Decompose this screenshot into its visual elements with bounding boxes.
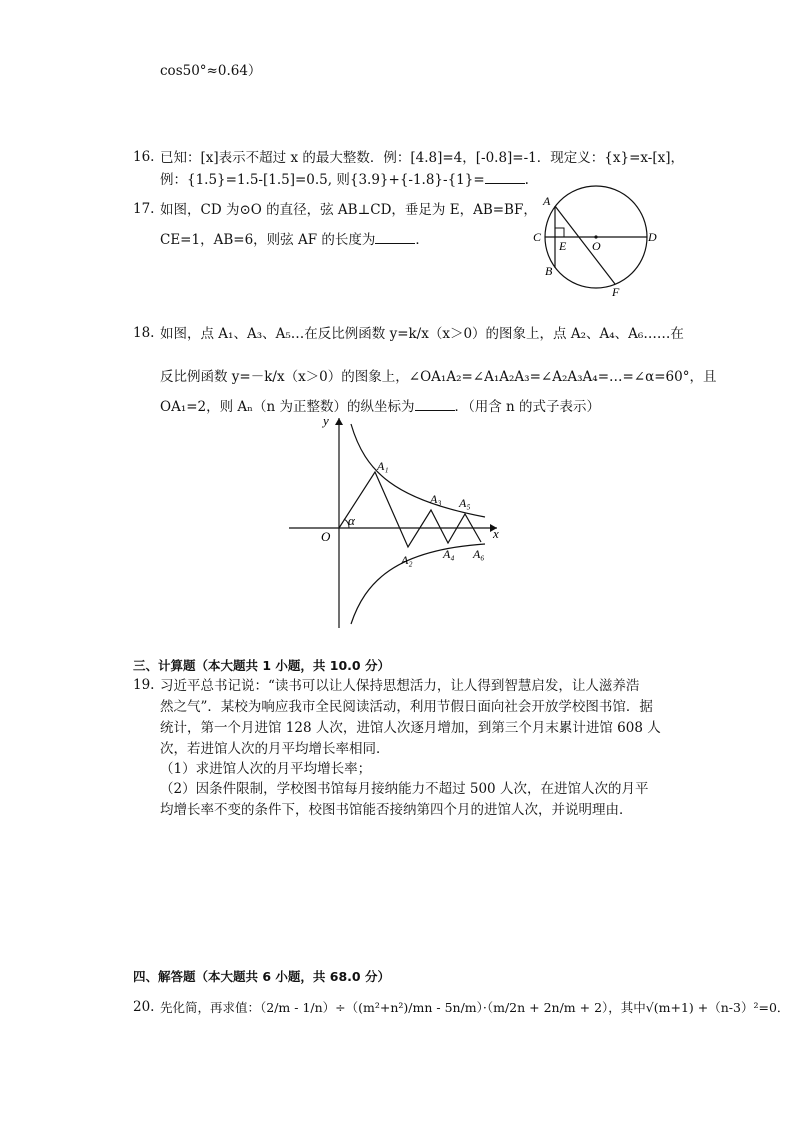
label-y: y bbox=[323, 413, 329, 428]
answer-blank[interactable] bbox=[415, 398, 455, 411]
label-a: A bbox=[543, 194, 551, 208]
label-a1: A₁ bbox=[377, 459, 389, 473]
question-18-line-1: 如图，点 A₁、A₃、A₅…在反比例函数 y=k/x（x＞0）的图象上，点 A₂、A₄、A₆……在 bbox=[160, 326, 684, 342]
question-19-line-1: 习近平总书记说：“读书可以让人保持思想活力，让人得到智慧启发，让人滋养浩 bbox=[160, 678, 640, 694]
question-16-end: . bbox=[524, 172, 529, 188]
question-18-line-2: 反比例函数 y=－k/x（x＞0）的图象上，∠OA₁A₂=∠A₁A₂A₃=∠A₂A₃A₄=…=∠α=60°，且 bbox=[160, 369, 717, 385]
section-4-title: 四、解答题（本大题共 6 小题，共 68.0 分） bbox=[133, 969, 390, 984]
label-alpha: α bbox=[348, 513, 355, 528]
question-17-number: 17. bbox=[133, 201, 155, 217]
question-20-line: 先化简，再求值：（2/m - 1/n）÷（(m²+n²)/mn - 5n/m）·（m/2n + 2n/m + 2），其中√(m+1) +（n-3）²=0． bbox=[160, 1000, 790, 1015]
question-16-line-1: 已知：[x]表示不超过 x 的最大整数．例：[4.8]=4，[-0.8]=-1．现定义：{x}=x-[x]， bbox=[160, 150, 684, 166]
question-18-end: ．（用含 n 的式子表示） bbox=[454, 399, 601, 415]
label-a4: A₄ bbox=[443, 547, 455, 561]
label-b: B bbox=[545, 264, 553, 278]
right-angle-mark bbox=[555, 228, 564, 237]
label-a5: A₅ bbox=[459, 496, 471, 510]
label-f: F bbox=[612, 285, 620, 299]
question-18-number: 18. bbox=[133, 325, 155, 341]
curve-neg-k-over-x bbox=[351, 544, 485, 624]
hyperbola-figure bbox=[285, 412, 510, 630]
question-17-end: ． bbox=[415, 232, 429, 248]
question-19-part-1: （1）求进馆人次的月平均增长率； bbox=[160, 761, 372, 777]
label-e: E bbox=[559, 239, 567, 253]
previous-question-tail: cos50°≈0.64） bbox=[160, 63, 262, 79]
question-18-text: OA₁=2，则 Aₙ（n 为正整数）的纵坐标为 bbox=[160, 399, 415, 415]
answer-blank[interactable] bbox=[485, 171, 525, 184]
question-17-line-2 bbox=[160, 231, 429, 249]
label-x: x bbox=[493, 526, 499, 541]
section-3-title: 三、计算题（本大题共 1 小题，共 10.0 分） bbox=[133, 658, 390, 673]
question-16-text: 例：{1.5}=1.5-[1.5]=0.5, 则{3.9}+{-1.8}-{1}= bbox=[160, 172, 485, 188]
question-17-line-1: 如图，CD 为⊙O 的直径，弦 AB⊥CD，垂足为 E，AB=BF， bbox=[160, 202, 537, 218]
question-19-line-3: 统计，第一个月进馆 128 人次，进馆人次逐月增加，到第三个月末累计进馆 608 人 bbox=[160, 720, 661, 736]
question-19-number: 19. bbox=[133, 677, 155, 693]
label-o: O bbox=[321, 529, 331, 544]
question-19-part-2: （2）因条件限制，学校图书馆每月接纳能力不超过 500 人次，在进馆人次的月平 bbox=[160, 781, 649, 797]
label-d: D bbox=[648, 230, 657, 244]
circle-figure bbox=[525, 178, 675, 303]
question-19-line-4: 次，若进馆人次的月平均增长率相同． bbox=[160, 741, 390, 757]
label-a3: A₃ bbox=[430, 492, 442, 506]
question-16-number: 16. bbox=[133, 149, 155, 165]
label-a2: A₂ bbox=[401, 553, 413, 567]
y-axis-arrow bbox=[335, 418, 343, 425]
label-c: C bbox=[533, 230, 542, 244]
label-o: O bbox=[592, 239, 601, 253]
answer-blank[interactable] bbox=[375, 231, 415, 244]
question-19-line-2: 然之气”．某校为响应我市全民阅读活动，利用节假日面向社会开放学校图书馆．据 bbox=[160, 699, 653, 715]
question-17-text: CE=1，AB=6，则弦 AF 的长度为 bbox=[160, 232, 376, 248]
question-19-line-7: 均增长率不变的条件下，校图书馆能否接纳第四个月的进馆人次，并说明理由． bbox=[160, 802, 633, 818]
question-16-line-2 bbox=[160, 171, 529, 189]
label-a6: A₆ bbox=[473, 547, 485, 561]
question-20-number: 20. bbox=[133, 999, 155, 1015]
